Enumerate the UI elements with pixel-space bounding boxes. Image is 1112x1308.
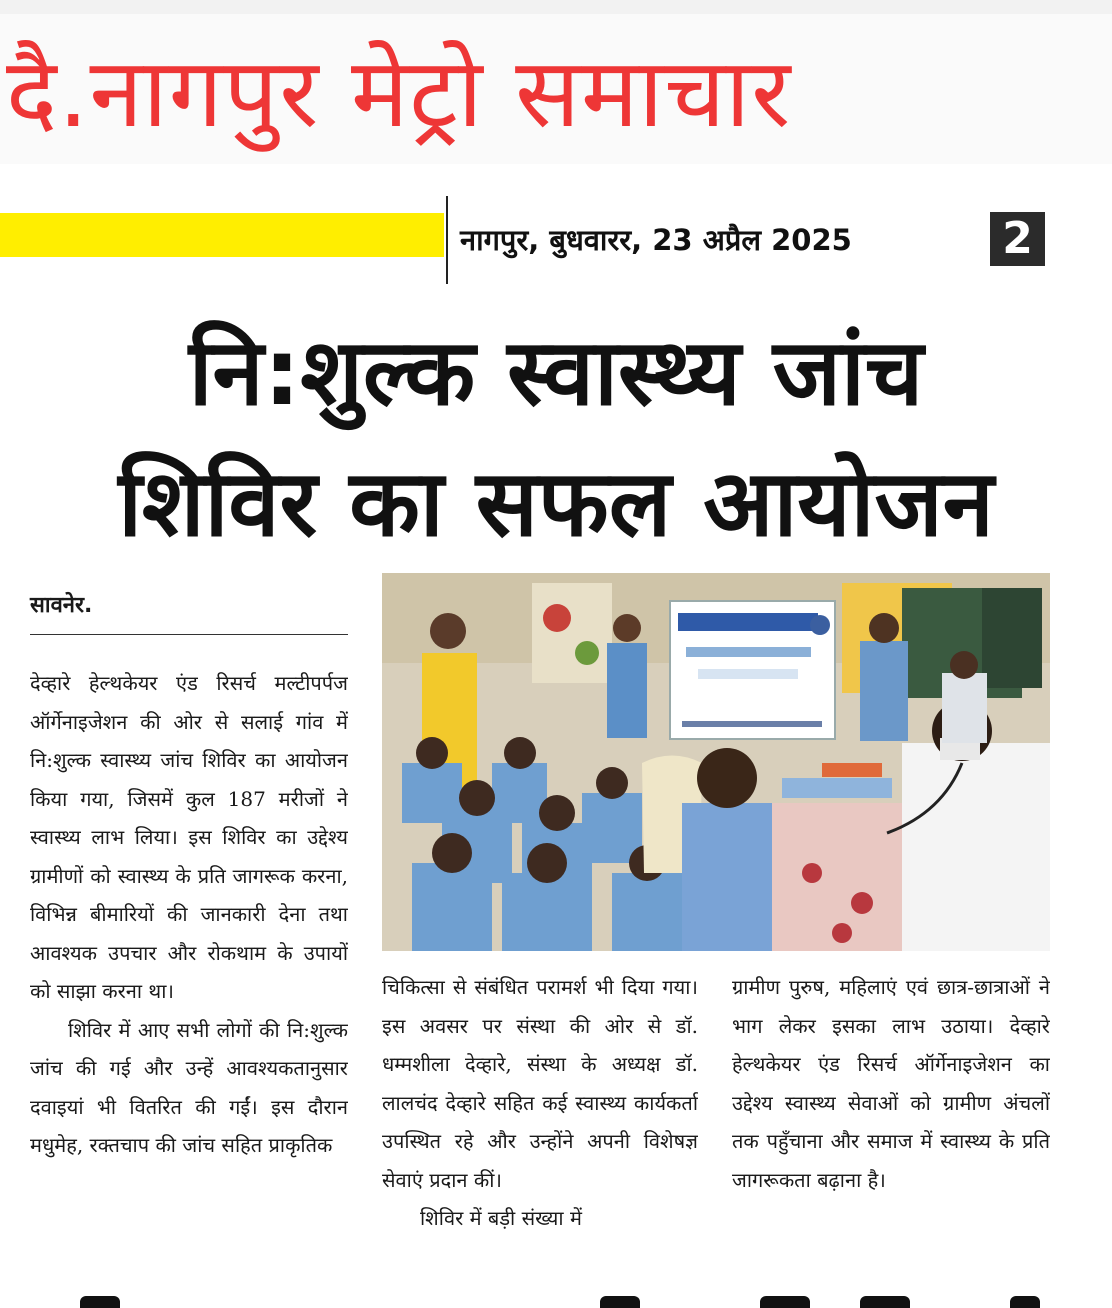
article-column-3 <box>732 968 1050 1298</box>
paragraph: शिविर में आए सभी लोगों की नि:शुल्क जांच की गई और उन्हें आवश्यकतानुसार दवाइयां भी वितरित की गईं। इस दौरान मधुमेह, रक्तचाप की जांच सहित प्राकृतिक <box>30 1017 348 1157</box>
dateline: नागपुर, बुधवारर, 23 अप्रैल 2025 <box>460 223 852 257</box>
place-divider <box>30 634 348 635</box>
page-number-badge: 2 <box>990 212 1045 266</box>
newspaper-masthead: दै.नागपुर मेट्रो समाचार <box>6 37 792 149</box>
health-camp-photo <box>382 573 1050 951</box>
top-strip <box>0 0 1112 15</box>
headline-line-2: शिविर का सफल आयोजन <box>118 450 994 557</box>
dateline-place: सावनेर. <box>30 593 93 618</box>
headline-line-1: नि:शुल्क स्वास्थ्य जांच <box>188 319 924 426</box>
article-column-2 <box>382 968 698 1298</box>
paragraph: देव्हारे हेल्थकेयर एंड रिसर्च मल्टीपर्पज ऑर्गेनाइजेशन की ओर से सलाई गांव में नि:शुल्क स्वास्थ्य जांच शिविर का आयोजन किया गया, जिसमें कुल 187 मरीजों ने स्वास्थ्य लाभ लिया। इस शिविर का उद्देश्य ग्रामीणों को स्वास्थ्य के प्रति जागरूक करना, विभिन्न बीमारियों की जानकारी देना तथा आवश्यक उपचार और रोकथाम के उपायों को साझा करना था। <box>30 671 348 1003</box>
paragraph: शिविर में बड़ी संख्या में <box>420 1206 582 1230</box>
accent-bar <box>0 213 444 257</box>
article-column-1 <box>30 664 348 1294</box>
paragraph: चिकित्सा से संबंधित परामर्श भी दिया गया। इस अवसर पर संस्था की ओर से डॉ. धम्मशीला देव्हारे, संस्था के अध्यक्ष डॉ. लालचंद देव्हारे सहित कई स्वास्थ्य कार्यकर्ता उपस्थित रहे और उन्होंने अपनी विशेषज्ञ सेवाएं प्रदान कीं। <box>382 975 698 1192</box>
next-headline-cut <box>0 1290 1112 1308</box>
photo-illustration <box>382 573 1050 951</box>
paragraph: ग्रामीण पुरुष, महिलाएं एवं छात्र-छात्राओं ने भाग लेकर इसका लाभ उठाया। देव्हारे हेल्थकेयर एंड रिसर्च ऑर्गेनाइजेशन का उद्देश्य स्वास्थ्य सेवाओं को ग्रामीण अंचलों तक पहुँचाना और समाज में स्वास्थ्य के प्रति जागरूकता बढ़ाना है। <box>732 975 1050 1192</box>
vertical-divider <box>446 196 448 284</box>
